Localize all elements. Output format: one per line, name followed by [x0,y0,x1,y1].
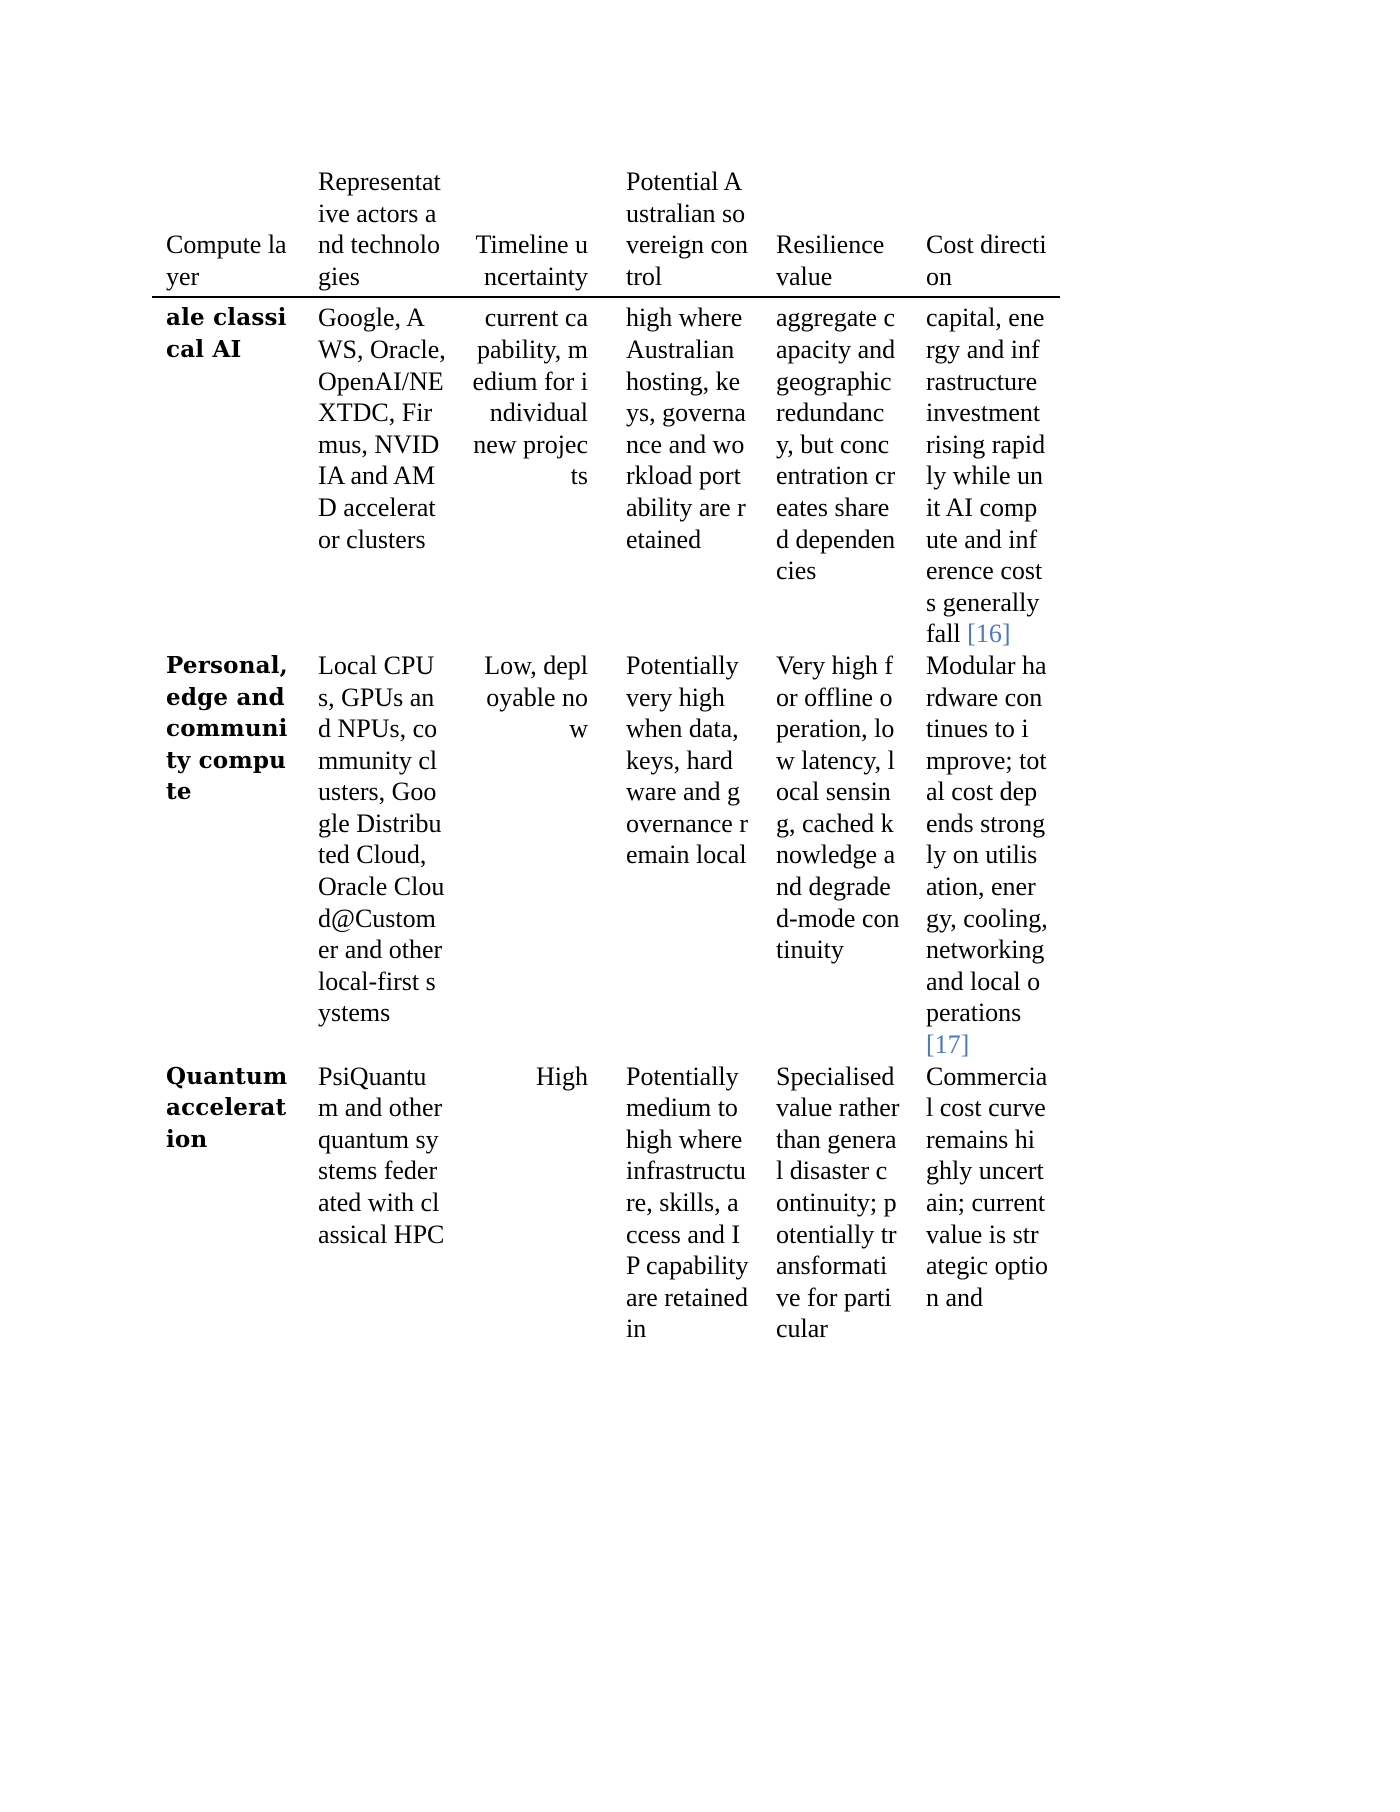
table-body [152,297,1060,1345]
header-sovereign-control: Potential Australian sovereign control [612,166,762,297]
cell-layer: ale classical AI [166,304,287,363]
cell-timeline: Low, deployable now [484,650,588,744]
header-row [152,166,1060,297]
cell-sovereign-control: high where Australian hosting, keys, governance and workload portability are retained [626,303,746,554]
table-header [152,166,1060,297]
cost-text: capital, energy and infrastructure investment rising rapidly while unit AI compute and inference costs generally fall [926,303,1046,649]
cell-resilience: Very high for offline operation, low latency, local sensing, cached knowledge and degraded-mode continuity [776,650,900,965]
cell-resilience: Specialised value rather than general disaster continuity; potentially transformative for particular [776,1061,900,1344]
cell-timeline: High [536,1061,588,1091]
table-row [152,297,1060,650]
header-actors: Representative actors and technologies [304,166,458,297]
header-resilience: Resilience value [762,166,912,297]
cell-cost [912,1061,1060,1345]
cell-actors: Local CPUs, GPUs and NPUs, community clusters, Google Distributed Cloud, Oracle Cloud@Customer and other local-first systems [318,650,445,1028]
cell-resilience: aggregate capacity and geographic redundancy, but concentration creates shared dependencies [776,303,896,586]
table-row [152,650,1060,1061]
cell-layer: Personal, edge and community compute [166,651,288,806]
cell-cost [912,297,1060,650]
header-cost: Cost direction [912,166,1060,297]
cell-actors: PsiQuantum and other quantum systems federated with classical HPC [318,1061,445,1249]
cell-cost [912,650,1060,1061]
cell-layer: Quantum acceleration [166,1062,288,1153]
cell-actors: Google, AWS, Oracle, OpenAI/NEXTDC, Firmus, NVIDIA and AMD accelerator clusters [318,303,446,554]
cell-sovereign-control: Potentially very high when data, keys, hardware and governance remain local [626,650,748,870]
citation-link[interactable]: [17] [926,1030,970,1060]
header-timeline: Timeline uncertainty [458,166,612,297]
cell-sovereign-control: Potentially medium to high where infrastructure, skills, access and IP capability are retained in [626,1061,749,1344]
cost-text: Commercial cost curve remains highly uncertain; current value is strategic option and [926,1061,1049,1312]
compute-layer-table [152,166,1060,1345]
citation-link[interactable]: [16] [967,619,1011,649]
cost-text: Modular hardware continues to improve; total cost depends strongly on utilisation, energy, cooling, networking and local operations [926,650,1048,1028]
table-row [152,1061,1060,1345]
header-compute-layer: Compute layer [152,166,304,297]
cell-timeline: current capability, medium for individual new projects [472,303,588,491]
